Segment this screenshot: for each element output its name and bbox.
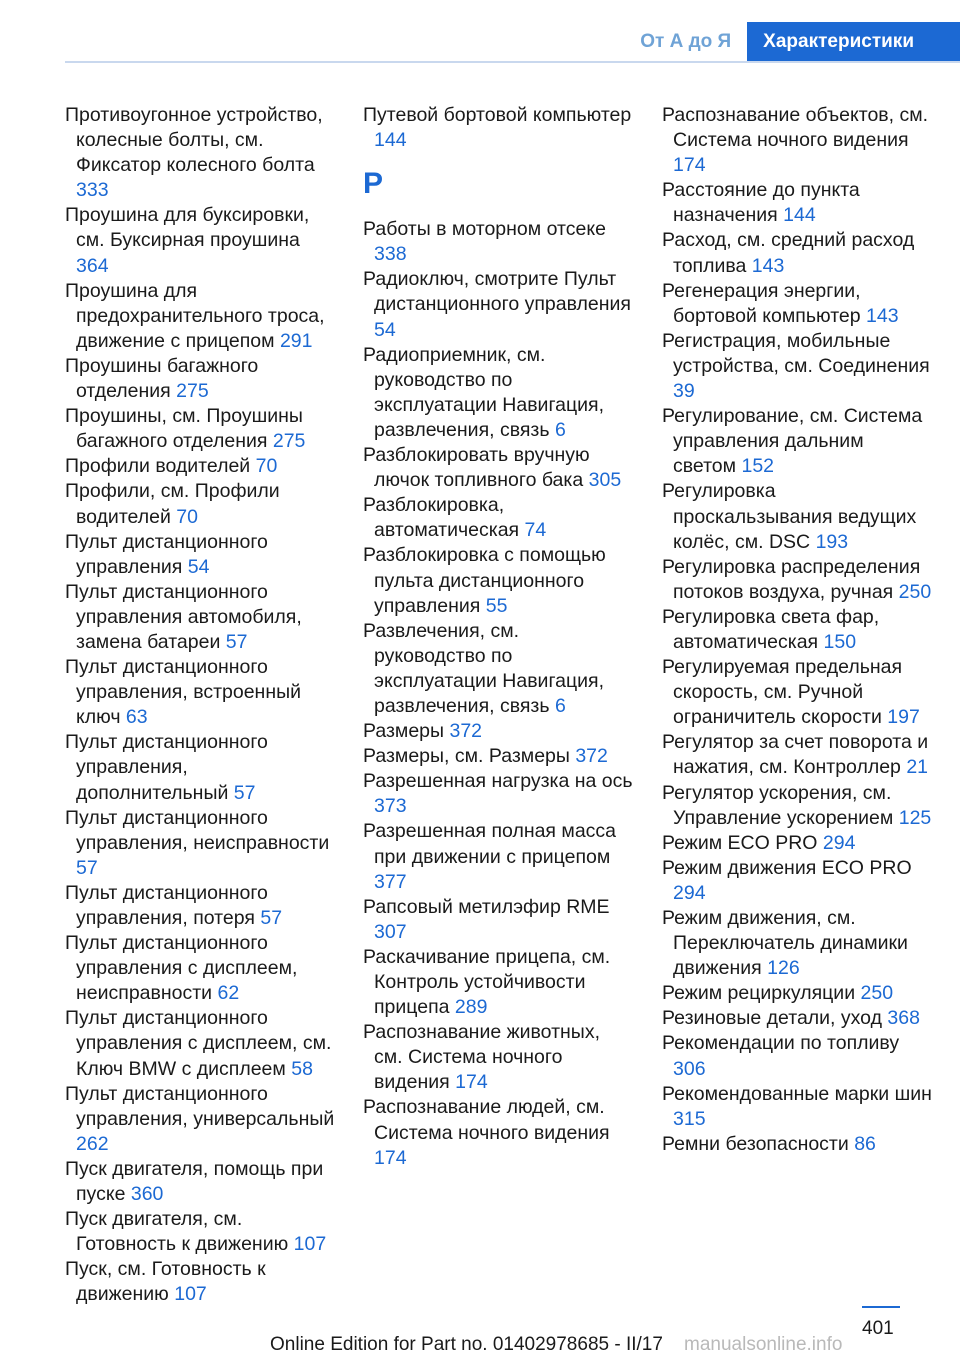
page-reference-link[interactable]: 57 — [233, 781, 256, 804]
index-term: Рапсовый метилэфир RME — [363, 895, 610, 918]
page-reference-link[interactable]: 372 — [575, 745, 608, 768]
page-reference-link[interactable]: 70 — [255, 455, 278, 478]
index-entry — [363, 895, 633, 945]
page-reference-link[interactable]: 174 — [374, 1146, 407, 1169]
page-reference-link[interactable]: 377 — [374, 870, 407, 893]
index-term: Проушина для предохранительного троса, движение с прицепом — [65, 279, 325, 352]
page-reference-link[interactable]: 315 — [673, 1107, 706, 1130]
index-term: Раскачивание прицепа, см. Контроль устойчивости прицепа — [363, 945, 611, 1019]
index-term: Проушины багажного отделения — [65, 354, 259, 403]
page-reference-link[interactable]: 107 — [174, 1283, 207, 1306]
index-entry — [65, 806, 335, 881]
index-term: Распознавание животных, см. Система ночного видения — [363, 1021, 600, 1094]
index-term: Проушина для буксировки, см. Буксирная проушина — [65, 204, 310, 252]
index-term: Пуск двигателя, см. Готовность к движению — [65, 1208, 289, 1256]
index-entry — [363, 744, 633, 769]
page-reference-link[interactable]: 174 — [455, 1071, 488, 1094]
index-entry — [662, 655, 932, 730]
index-term: Радиоключ, смотрите Пульт дистанционного управления — [363, 268, 631, 316]
index-entry — [65, 1207, 335, 1257]
page-reference-link[interactable]: 174 — [673, 154, 706, 177]
index-entry — [363, 719, 633, 744]
index-term: Профили водителей — [65, 455, 251, 478]
page-reference-link[interactable]: 63 — [125, 706, 148, 729]
index-term: Пуск двигателя, помощь при пуске — [65, 1157, 324, 1206]
page-reference-link[interactable]: 143 — [866, 304, 899, 327]
index-term: Регулировка распределения потоков воздуха, ручная — [662, 555, 921, 603]
index-entry — [363, 443, 633, 493]
index-term: Пульт дистанционного управления с дисплеем, см. Ключ BMW с дисплеем — [65, 1007, 332, 1080]
index-entry — [662, 605, 932, 655]
index-term: Пуск, см. Готовность к движению — [65, 1258, 266, 1306]
page-reference-link[interactable]: 275 — [176, 380, 209, 403]
index-term: Регулирование, см. Система управления дальним светом — [662, 405, 923, 478]
index-entry — [662, 1082, 932, 1132]
index-entry — [65, 479, 335, 529]
page-reference-link[interactable]: 144 — [783, 204, 816, 227]
page-reference-link[interactable]: 125 — [898, 806, 932, 829]
page-reference-link[interactable]: 143 — [751, 254, 785, 277]
index-entry — [363, 1020, 633, 1095]
index-column-1 — [65, 103, 335, 1308]
index-term: Проушины, см. Проушины багажного отделения — [65, 405, 303, 453]
index-term: Размеры — [363, 720, 445, 743]
page-reference-link[interactable]: 360 — [130, 1183, 164, 1206]
header-divider — [65, 61, 960, 63]
page-reference-link[interactable]: 107 — [293, 1233, 327, 1256]
index-entry — [363, 493, 633, 543]
index-term: Пульт дистанционного управления, неисправности — [65, 806, 330, 854]
index-entry — [662, 555, 932, 605]
page-reference-link[interactable]: 39 — [673, 380, 695, 403]
index-term: Разблокировать вручную лючок топливного бака — [363, 444, 590, 492]
index-term: Расход, см. средний расход топлива — [662, 229, 915, 277]
index-term: Режим рециркуляции — [662, 982, 856, 1005]
page-reference-link[interactable]: 57 — [76, 856, 98, 879]
page-reference-link[interactable]: 57 — [260, 907, 283, 929]
chapter-tab[interactable]: Характеристики — [747, 22, 960, 62]
index-term: Разрешенная полная масса при движении с прицепом — [363, 820, 617, 868]
index-entry — [65, 881, 335, 931]
page-reference-link[interactable]: 306 — [673, 1057, 706, 1080]
page-reference-link[interactable]: 62 — [217, 982, 240, 1005]
page-reference-link[interactable]: 372 — [449, 720, 483, 743]
page-reference-link[interactable]: 126 — [767, 957, 800, 980]
index-term: Регулятор за счет поворота и нажатия, см. Контроллер — [662, 731, 929, 779]
index-entry — [65, 203, 335, 278]
index-entry — [662, 329, 932, 404]
index-term: Пульт дистанционного управления, встроенный ключ — [65, 656, 301, 729]
page-reference-link[interactable]: 294 — [673, 881, 706, 904]
index-term: Ремни безопасности — [662, 1132, 849, 1155]
index-term: Пульт дистанционного управления, дополнительный — [65, 731, 268, 804]
page-reference-link[interactable]: 54 — [187, 555, 210, 578]
index-entry — [363, 819, 633, 894]
page-reference-link[interactable]: 307 — [374, 920, 407, 943]
page-reference-link[interactable]: 144 — [374, 129, 407, 152]
index-column-3 — [662, 103, 932, 1157]
page-reference-link[interactable]: 150 — [823, 630, 857, 653]
index-entry — [363, 267, 633, 342]
index-entry — [662, 103, 932, 178]
page-reference-link[interactable]: 289 — [454, 996, 488, 1019]
index-entry — [65, 454, 335, 479]
index-entry — [363, 945, 633, 1020]
index-entry — [662, 856, 932, 906]
index-entry — [662, 178, 932, 228]
page-reference-link[interactable]: 275 — [272, 430, 306, 453]
watermark: manualsonline.info — [684, 1334, 843, 1355]
page-reference-link[interactable]: 250 — [898, 580, 932, 603]
index-entry — [65, 404, 335, 454]
index-term: Расстояние до пункта назначения — [662, 179, 860, 227]
page-reference-link[interactable]: 58 — [291, 1057, 313, 1080]
page-reference-link[interactable]: 21 — [906, 756, 929, 779]
page-reference-link[interactable]: 368 — [887, 1007, 920, 1030]
index-term: Регулировка света фар, автоматическая — [662, 605, 880, 653]
index-entry — [363, 769, 633, 819]
index-entry — [363, 1095, 633, 1170]
index-entry — [363, 343, 633, 443]
index-entry — [662, 906, 932, 981]
index-entry — [65, 279, 335, 354]
page-reference-link[interactable]: 86 — [854, 1132, 876, 1155]
index-term: Рекомендованные марки шин — [662, 1082, 932, 1105]
index-term: Режим движения, см. Переключатель динамики движения — [662, 907, 908, 980]
index-entry — [363, 619, 633, 719]
page-reference-link[interactable]: 305 — [588, 469, 622, 492]
index-term: Радиоприемник, см. руководство по эксплуатации Навигация, развлечения, связь — [363, 343, 605, 441]
index-term: Пульт дистанционного управления, универсальный — [65, 1082, 335, 1130]
page-reference-link[interactable]: 364 — [76, 254, 109, 277]
index-term: Противоугонное устройство, колесные болты, см. Фиксатор колесного болта — [65, 104, 323, 177]
index-term: Распознавание объектов, см. Система ночного видения — [662, 104, 929, 152]
index-term: Развлечения, см. руководство по эксплуатации Навигация, развлечения, связь — [363, 619, 605, 717]
page-reference-link[interactable]: 6 — [554, 418, 566, 441]
page-reference-link[interactable]: 262 — [76, 1132, 109, 1155]
index-column-2 — [363, 103, 633, 1171]
index-entry — [662, 730, 932, 780]
index-term: Регулятор ускорения, см. Управление ускорением — [662, 781, 894, 829]
section-tab[interactable]: От А до Я — [640, 31, 732, 52]
index-term: Пульт дистанционного управления с дисплеем, неисправности — [65, 932, 298, 1005]
index-term: Путевой бортовой компьютер — [363, 104, 632, 126]
page-reference-link[interactable]: 57 — [225, 630, 248, 653]
page-reference-link[interactable]: 152 — [741, 455, 775, 478]
index-entry — [662, 479, 932, 554]
page-reference-link[interactable]: 6 — [554, 694, 566, 717]
index-entry — [65, 1157, 335, 1207]
index-entry — [662, 781, 932, 831]
index-entry — [662, 981, 932, 1006]
index-term: Регенерация энергии, бортовой компьютер — [662, 279, 861, 327]
index-term: Регистрация, мобильные устройства, см. Соединения — [662, 329, 930, 377]
index-entry — [65, 103, 335, 203]
index-term: Регулировка проскальзывания ведущих колёс, см. DSC — [662, 480, 917, 553]
index-entry — [65, 1257, 335, 1307]
page-reference-link[interactable]: 55 — [485, 594, 508, 617]
page-reference-link[interactable]: 197 — [887, 706, 920, 729]
index-entry — [662, 831, 932, 856]
index-term: Размеры, см. Размеры — [363, 745, 570, 768]
index-entry — [65, 354, 335, 404]
page-reference-link[interactable]: 333 — [76, 179, 109, 202]
index-entry — [662, 279, 932, 329]
index-term: Пульт дистанционного управления, потеря — [65, 881, 268, 929]
page-reference-link[interactable]: 70 — [176, 505, 198, 528]
page-header — [624, 22, 960, 62]
page-reference-link[interactable]: 291 — [279, 329, 313, 352]
index-term: Рекомендации по топливу — [662, 1032, 900, 1055]
index-entry — [662, 1132, 932, 1157]
page-reference-link[interactable]: 373 — [374, 795, 407, 818]
index-entry — [363, 217, 633, 267]
index-term: Работы в моторном отсеке — [363, 218, 606, 241]
index-term: Пульт дистанционного управления автомобиля, замена батареи — [65, 580, 302, 653]
page-reference-link[interactable]: 294 — [822, 831, 856, 854]
index-term: Распознавание людей, см. Система ночного видения — [363, 1096, 610, 1144]
index-entry — [662, 1006, 932, 1031]
index-term: Разрешенная нагрузка на ось — [363, 770, 633, 793]
page-reference-link[interactable]: 54 — [374, 318, 396, 341]
index-term: Регулируемая предельная скорость, см. Ручной ограничитель скорости — [662, 656, 903, 729]
index-entry — [662, 1031, 932, 1081]
index-entry — [662, 228, 932, 278]
index-entry — [65, 1082, 335, 1157]
index-entry — [363, 103, 633, 153]
index-letter-heading: Р — [363, 167, 384, 201]
index-term: Пульт дистанционного управления — [65, 530, 268, 578]
edition-footer: Online Edition for Part no. 01402978685 - II/17 — [270, 1334, 663, 1355]
index-term: Режим ECO PRO — [662, 831, 818, 854]
index-entry — [65, 931, 335, 1006]
index-entry — [65, 530, 335, 580]
index-entry — [65, 730, 335, 805]
index-term: Режим движения ECO PRO — [662, 856, 912, 879]
index-entry — [65, 655, 335, 730]
page-number: 401 — [862, 1318, 894, 1339]
index-term: Резиновые детали, уход — [662, 1007, 882, 1030]
index-term: Разблокировка, автоматическая — [363, 494, 520, 542]
index-term: Разблокировка с помощью пульта дистанционного управления — [363, 544, 606, 617]
index-entry — [65, 1006, 335, 1081]
index-entry — [65, 580, 335, 655]
page-number-rule — [862, 1306, 900, 1308]
page-reference-link[interactable]: 250 — [860, 982, 894, 1005]
page-reference-link[interactable]: 74 — [524, 519, 547, 542]
index-entry — [363, 543, 633, 618]
index-entry — [662, 404, 932, 479]
index-term: Профили, см. Профили водителей — [65, 480, 280, 528]
page-reference-link[interactable]: 338 — [374, 243, 407, 266]
page-reference-link[interactable]: 193 — [815, 530, 849, 553]
